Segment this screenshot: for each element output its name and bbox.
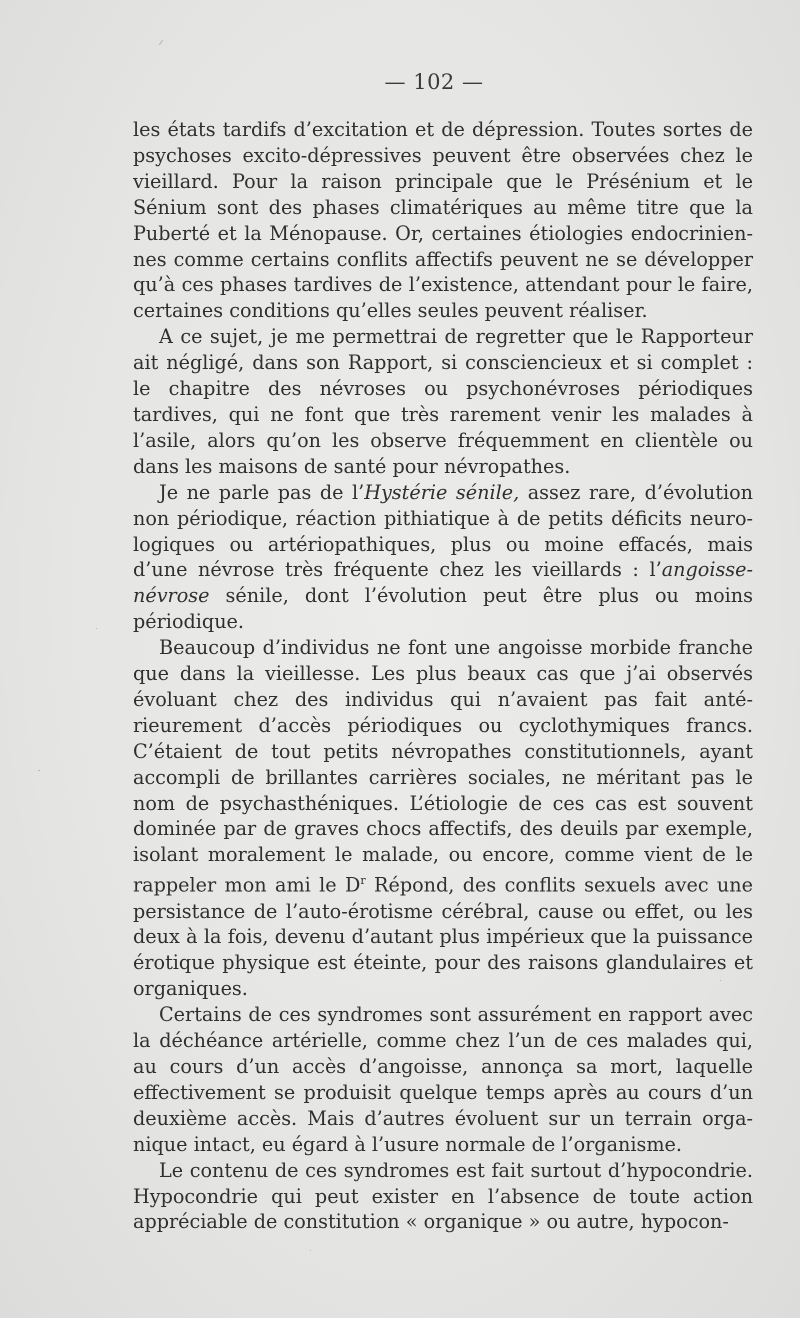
- body-text: [133, 117, 753, 1235]
- paragraph-2: A ce sujet, je me permettrai de regretter que le Rapporteur ait négligé, dans son Rapport, si consciencieux et si complet : le chapitre des névroses ou psychonévroses périodiques tardives, qui ne font que très rarement venir les malades à l’asile, alors qu’on les observe fréquemment en clientèle ou dans les maisons de santé pour névropathes.: [133, 325, 753, 478]
- paper-speck: [96, 628, 97, 629]
- paper-speck: [159, 40, 163, 45]
- paragraph-6: Le contenu de ces syndromes est fait surtout d’hypocondrie. Hypocondrie qui peut exister en l’absence de toute action appréciable de constitution « organique » ou autre, hypocon-: [133, 1158, 753, 1234]
- paper-speck: [720, 980, 721, 981]
- italic-term-angoisse-nevrose: angoisse-névrose: [133, 558, 753, 608]
- paragraph-3-part-1: Je ne parle pas de l’: [159, 480, 365, 504]
- paper-speck: [38, 770, 40, 771]
- italic-term-hysterie-senile: Hystérie sénile,: [364, 480, 520, 504]
- paragraph-3: [133, 480, 753, 635]
- paragraph-4: [133, 635, 753, 1002]
- paragraph-1: les états tardifs d’excitation et de dépression. Toutes sortes de psychoses excito-dépressives peuvent être observées chez le vieillard. Pour la raison principale que le Présénium et le Sénium sont des phases climatériques au même titre que la Puberté et la Ménopause. Or, certaines étiologies endocriniennes comme certains conflits affectifs peuvent ne se développer qu’à ces phases tardives de l’existence, attendant pour le faire, certaines conditions qu’elles seules peuvent réaliser.: [133, 118, 753, 323]
- paragraph-4-part-1: Beaucoup d’individus ne font une angoisse morbide franche que dans la vieillesse. Les plus beaux cas que j’ai observés évoluant chez des individus qui n’avaient pas fait antérieurement d’accès périodiques ou cyclothymiques francs. C’étaient de tout petits névropathes constitutionnels, ayant accompli de brillantes carrières sociales, ne méritant pas le nom de psychasthéniques. L’étiologie de ces cas est souvent dominée par de graves chocs affectifs, des deuils par exemple, isolant moralement le malade, ou encore, comme vient de le rappeler mon ami le D: [133, 636, 753, 897]
- paragraph-3-part-3: sénile, dont l’évolution peut être plus ou moins périodique.: [133, 584, 753, 634]
- doctor-abbrev-superscript: r: [360, 874, 366, 888]
- page-number: — 102 —: [384, 70, 484, 94]
- paragraph-4-part-2: Répond, des conflits sexuels avec une persistance de l’auto-érotisme cérébral, cause ou effet, ou les deux à la fois, devenu d’autant plus impérieux que la puissance érotique physique est éteinte, pour des raisons glandulaires et organiques.: [133, 873, 753, 1001]
- paper-speck: [310, 1250, 311, 1251]
- paragraph-3-part-2: assez rare, d’évolution non périodique, réaction pithiatique à de petits déficits neurologiques ou artériopathiques, plus ou moine effacés, mais d’une névrose très fréquente chez les vieillards : l’: [133, 480, 753, 582]
- paragraph-5: Certains de ces syndromes sont assurément en rapport avec la déchéance artérielle, comme chez l’un de ces malades qui, au cours d’un accès d’angoisse, annonça sa mort, laquelle effectivement se produisit quelque temps après au cours d’un deuxième accès. Mais d’autres évoluent sur un terrain organique intact, eu égard à l’usure normale de l’organisme.: [133, 1003, 753, 1156]
